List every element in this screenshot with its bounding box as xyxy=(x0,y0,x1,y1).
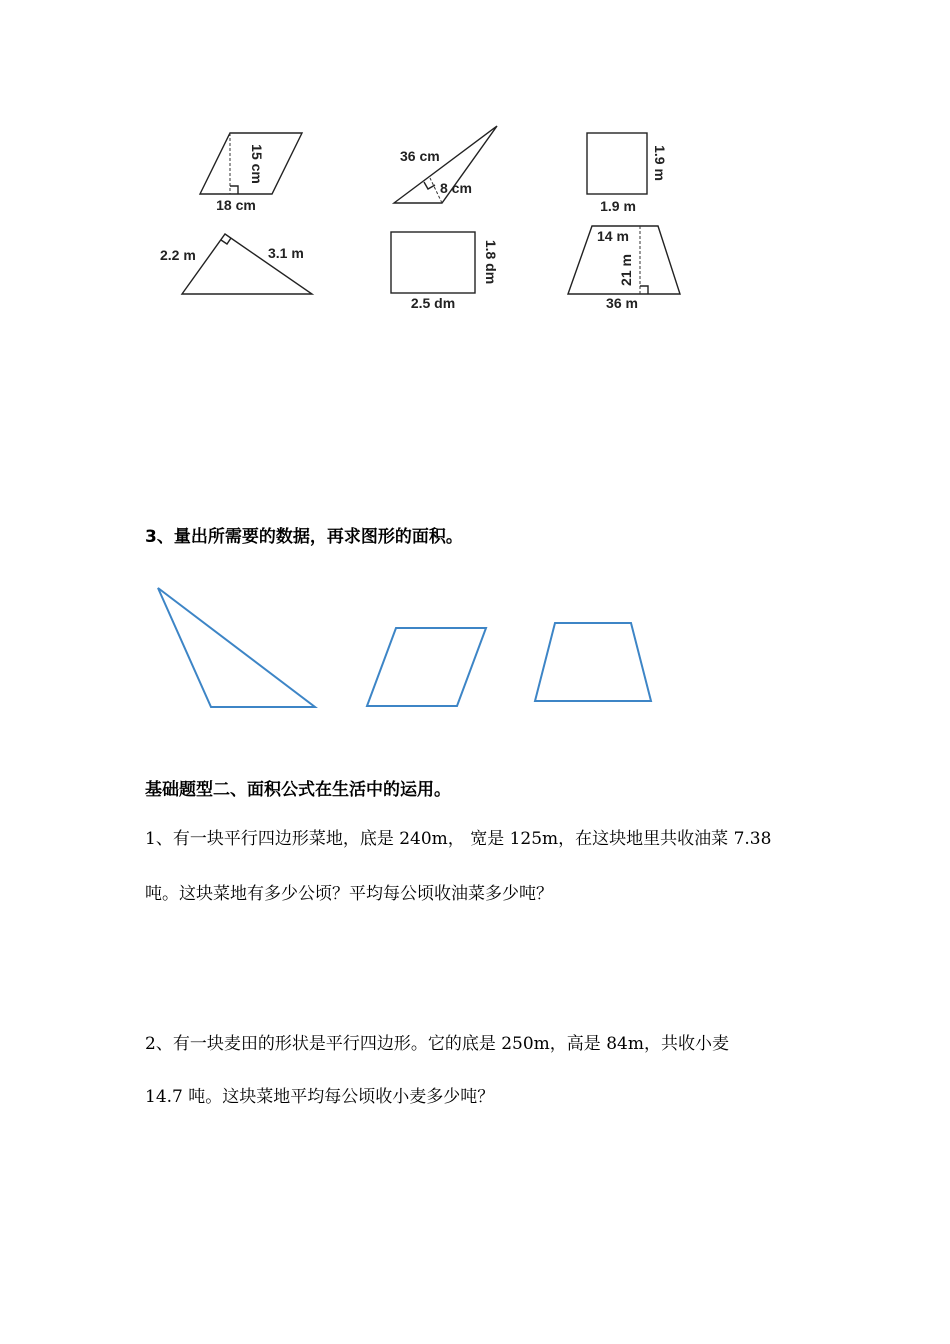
trapezoid-top-label: 14 m xyxy=(597,228,629,244)
measure-parallelogram-shape xyxy=(367,628,486,706)
right-angle-mark xyxy=(640,286,648,294)
right-triangle-shape xyxy=(182,234,312,294)
measure-triangle-shape xyxy=(158,588,315,707)
right-angle-mark xyxy=(424,182,435,189)
trapezoid-figure xyxy=(568,226,680,311)
question1-line2: 吨。这块菜地有多少公顷？平均每公顷收油菜多少吨？ xyxy=(145,884,553,904)
rectangle-height-label: 1.8 dm xyxy=(483,239,499,285)
obtuse-triangle-figure xyxy=(394,126,497,203)
right-angle-mark xyxy=(230,186,238,194)
parallelogram-figure xyxy=(200,133,302,213)
parallelogram-height-label: 15 cm xyxy=(249,144,265,184)
parallelogram-base-label: 18 cm xyxy=(216,197,256,213)
square-side-bottom-label: 1.9 m xyxy=(600,198,636,214)
rectangle-shape xyxy=(391,232,475,293)
question1-line1: 1、有一块平行四边形菜地，底是 240m， 宽是 125m，在这块地里共收油菜 7.38 xyxy=(145,829,772,849)
section3-heading: 3、量出所需要的数据，再求图形的面积。 xyxy=(145,527,463,547)
trapezoid-height-label: 21 m xyxy=(618,254,634,286)
obtuse-triangle-height-label: 8 cm xyxy=(440,180,472,196)
square-side-right-label: 1.9 m xyxy=(652,145,668,181)
right-triangle-figure xyxy=(160,234,312,294)
right-angle-mark xyxy=(221,238,231,244)
right-triangle-leg-right-label: 3.1 m xyxy=(268,245,304,261)
obtuse-triangle-side-label: 36 cm xyxy=(400,148,440,164)
measure-trapezoid-shape xyxy=(535,623,651,701)
question2-line1: 2、有一块麦田的形状是平行四边形。它的底是 250m，高是 84m，共收小麦 xyxy=(145,1034,729,1054)
rectangle-figure xyxy=(391,232,499,311)
square-figure xyxy=(587,133,668,214)
right-triangle-leg-left-label: 2.2 m xyxy=(160,247,196,263)
question2-line2: 14.7 吨。这块菜地平均每公顷收小麦多少吨？ xyxy=(145,1087,495,1107)
trapezoid-bottom-label: 36 m xyxy=(606,295,638,311)
basic2-heading: 基础题型二、面积公式在生活中的运用。 xyxy=(145,780,451,800)
square-shape xyxy=(587,133,647,194)
rectangle-base-label: 2.5 dm xyxy=(410,295,456,311)
